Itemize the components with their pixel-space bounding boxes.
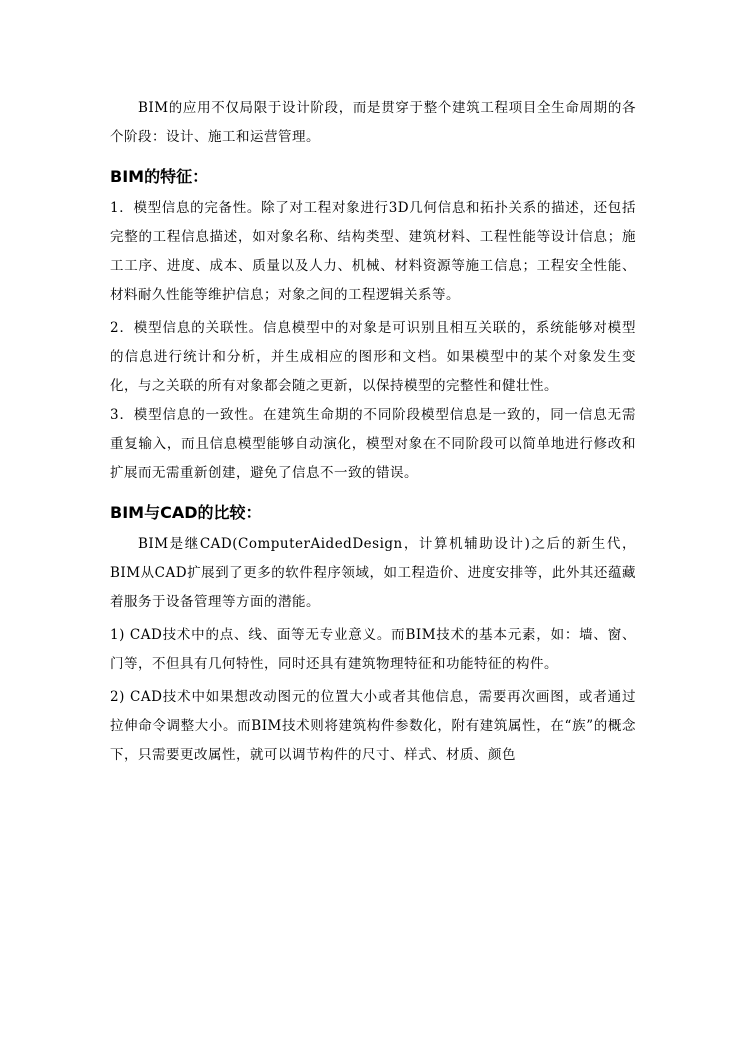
intro-paragraph: BIM的应用不仅局限于设计阶段，而是贯穿于整个建筑工程项目全生命周期的各个阶段：设计、施工和运营管理。 <box>110 100 636 145</box>
feature-paragraph-1: 1．模型信息的完备性。除了对工程对象进行3D几何信息和拓扑关系的描述，还包括完整的工程信息描述，如对象名称、结构类型、建筑材料、工程性能等设计信息；施工工序、进度、成本、质量以及人力、机械、材料资源等施工信息；工程安全性能、材料耐久性能等维护信息；对象之间的工程逻辑关系等。 <box>110 200 636 303</box>
document-body <box>110 94 636 770</box>
compare-point-1: 1) CAD技术中的点、线、面等无专业意义。而BIM技术的基本元素，如：墙、窗、门等，不但具有几何特性，同时还具有建筑物理特征和功能特征的构件。 <box>110 627 636 672</box>
feature-paragraph-2: 2．模型信息的关联性。信息模型中的对象是可识别且相互关联的，系统能够对模型的信息进行统计和分析，并生成相应的图形和文档。如果模型中的某个对象发生变化，与之关联的所有对象都会随之更新，以保持模型的完整性和健壮性。 <box>110 320 636 394</box>
compare-point-2: 2) CAD技术中如果想改动图元的位置大小或者其他信息，需要再次画图，或者通过拉伸命令调整大小。而BIM技术则将建筑构件参数化，附有建筑属性，在“族”的概念下，只需要更改属性，就可以调节构件的尺寸、样式、材质、颜色 <box>110 689 636 763</box>
compare-heading: BIM与CAD的比较： <box>110 503 262 522</box>
compare-intro-paragraph: BIM是继CAD(ComputerAidedDesign，计算机辅助设计)之后的新生代，BIM从CAD扩展到了更多的软件程序领域，如工程造价、进度安排等，此外其还蕴藏着服务于设备管理等方面的潜能。 <box>110 536 636 610</box>
feature-paragraph-3: 3．模型信息的一致性。在建筑生命期的不同阶段模型信息是一致的，同一信息无需重复输入，而且信息模型能够自动演化，模型对象在不同阶段可以简单地进行修改和扩展而无需重新创建，避免了信息不一致的错误。 <box>110 407 636 481</box>
features-heading: BIM的特征： <box>110 167 209 186</box>
